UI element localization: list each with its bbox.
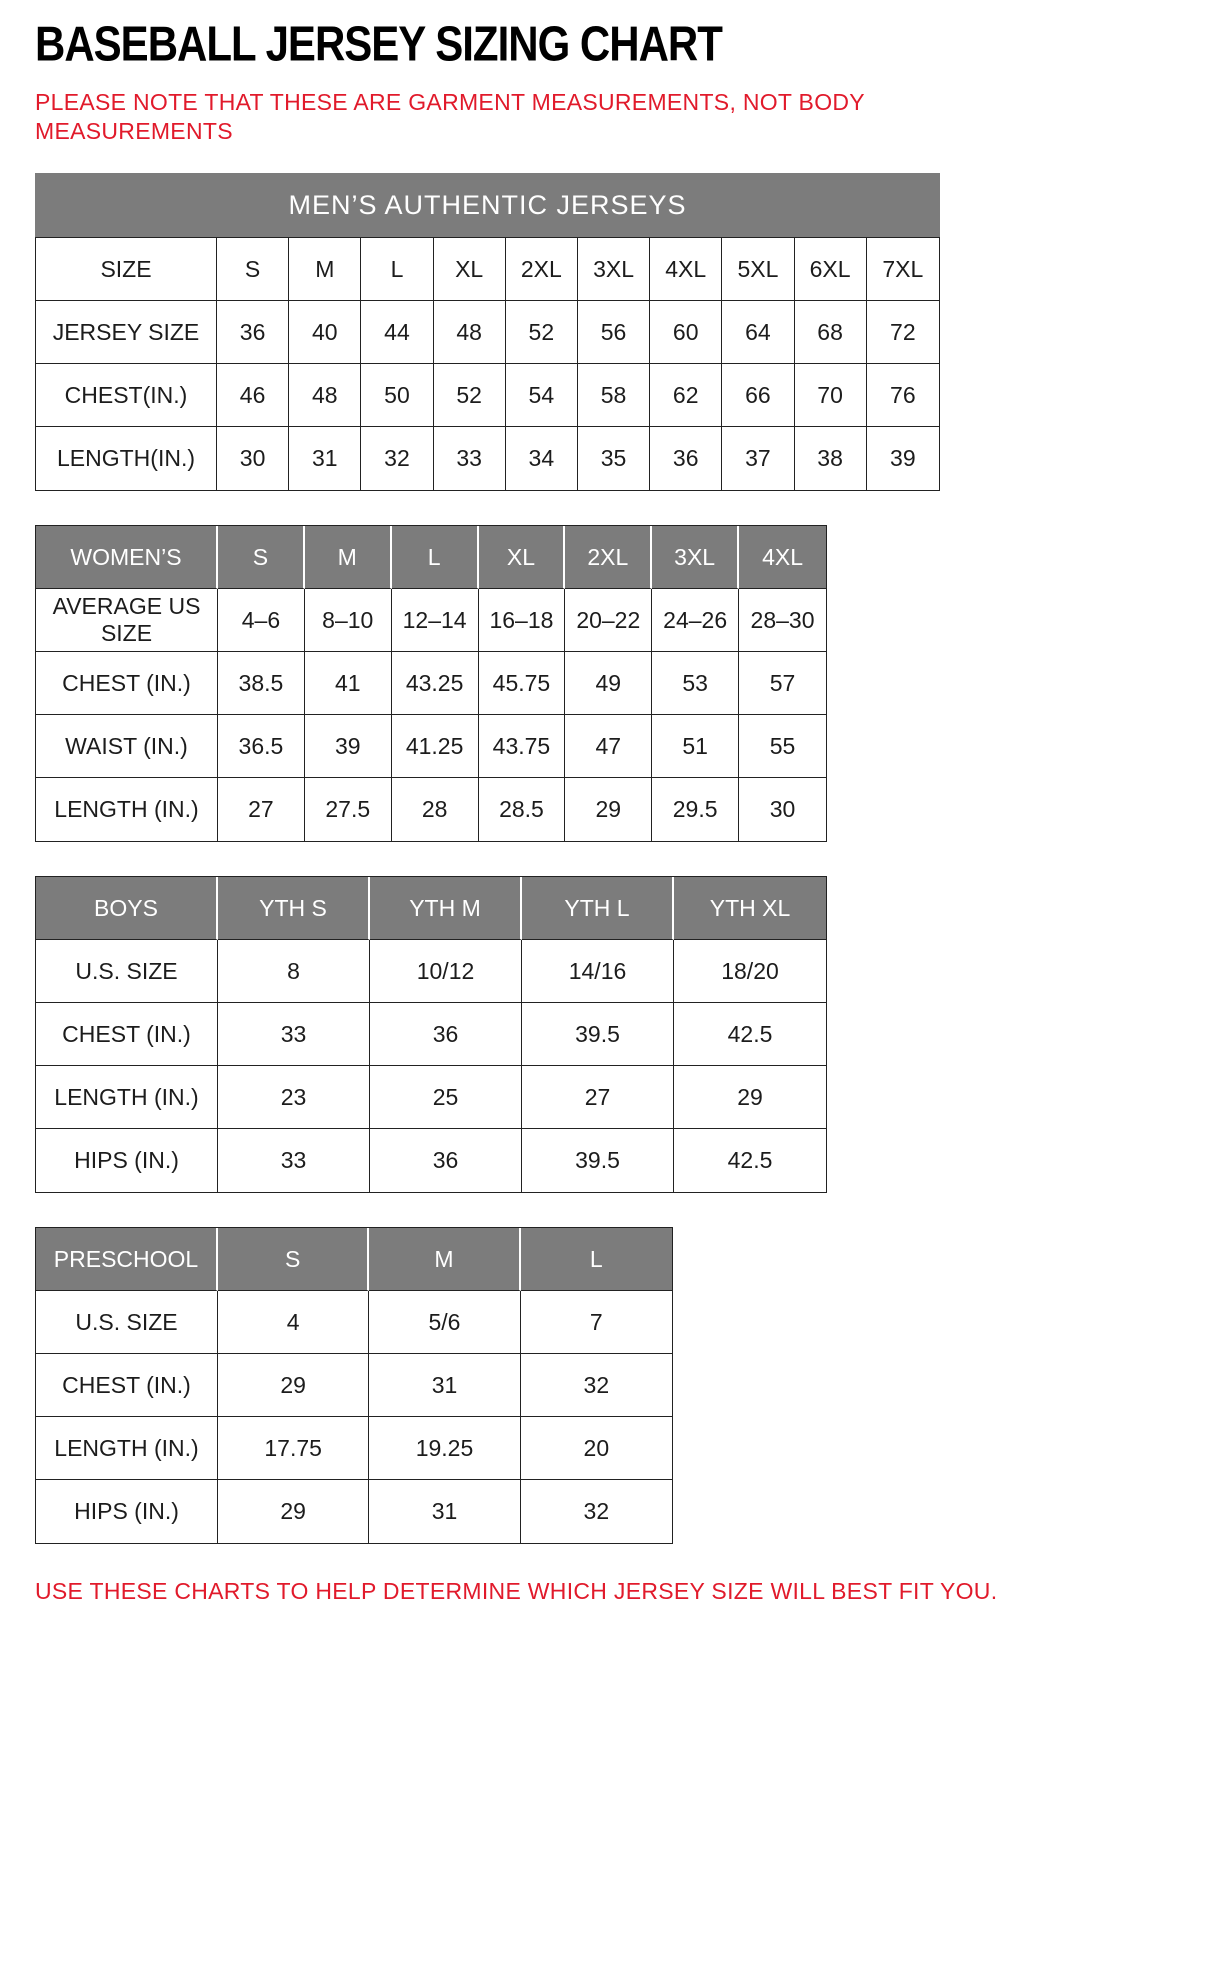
row-label-cell: CHEST (IN.): [36, 1003, 218, 1066]
table-row: [36, 1129, 826, 1192]
value-cell: M: [289, 238, 361, 301]
value-cell: YTH L: [522, 877, 674, 940]
value-cell: 12–14: [392, 589, 479, 652]
table-row: [36, 778, 826, 841]
value-cell: 28: [392, 778, 479, 841]
value-cell: L: [521, 1228, 672, 1291]
table-row: [36, 652, 826, 715]
table-row: [36, 301, 939, 364]
footer-fit-note: USE THESE CHARTS TO HELP DETERMINE WHICH JERSEY SIZE WILL BEST FIT YOU.: [35, 1577, 998, 1604]
value-cell: 8: [218, 940, 370, 1003]
row-label-cell: CHEST(IN.): [36, 364, 217, 427]
value-cell: 31: [369, 1354, 520, 1417]
row-label-cell: LENGTH (IN.): [36, 1417, 218, 1480]
value-cell: 52: [506, 301, 578, 364]
value-cell: 31: [289, 427, 361, 490]
value-cell: 14/16: [522, 940, 674, 1003]
value-cell: 41: [305, 652, 392, 715]
value-cell: 53: [652, 652, 739, 715]
boys-sizing-table: [35, 876, 827, 1193]
value-cell: XL: [479, 526, 566, 589]
value-cell: 3XL: [578, 238, 650, 301]
womens-sizing-table: [35, 525, 827, 842]
value-cell: 33: [218, 1129, 370, 1192]
table-row: [36, 238, 939, 301]
value-cell: 2XL: [506, 238, 578, 301]
value-cell: 46: [217, 364, 289, 427]
table-header-row: [36, 877, 826, 940]
value-cell: 32: [583, 1498, 610, 1525]
value-cell: 3XL: [652, 526, 739, 589]
value-cell: S: [218, 1228, 369, 1291]
value-cell: 57: [739, 652, 826, 715]
value-cell: 37: [722, 427, 794, 490]
value-cell: YTH XL: [674, 877, 826, 940]
value-cell: 5XL: [722, 238, 794, 301]
value-cell: YTH S: [218, 877, 370, 940]
value-cell: 27: [522, 1066, 674, 1129]
value-cell: 28–30: [739, 589, 826, 652]
value-cell: 23: [218, 1066, 370, 1129]
value-cell: 42.5: [727, 1147, 773, 1174]
value-cell: 29: [218, 1480, 369, 1543]
mens-sizing-table: [35, 237, 940, 491]
value-cell: L: [361, 238, 433, 301]
value-cell: 29: [218, 1354, 369, 1417]
value-cell: 39.5: [522, 1003, 674, 1066]
table-row: [36, 1291, 672, 1354]
value-cell: 45.75: [479, 652, 566, 715]
value-cell: 27: [218, 778, 305, 841]
table-row: [36, 1066, 826, 1129]
value-cell: 55: [739, 715, 826, 778]
value-cell: 5/6: [369, 1291, 520, 1354]
value-cell: 2XL: [565, 526, 652, 589]
value-cell: 40: [289, 301, 361, 364]
value-cell: 38.5: [218, 652, 305, 715]
row-label-cell: HIPS (IN.): [36, 1480, 218, 1543]
value-cell: 27.5: [305, 778, 392, 841]
value-cell: 31: [369, 1480, 520, 1543]
value-cell: 19.25: [369, 1417, 520, 1480]
value-cell: 49: [565, 652, 652, 715]
value-cell: 20–22: [565, 589, 652, 652]
row-label-cell: LENGTH (IN.): [36, 1066, 218, 1129]
row-label-cell: WAIST (IN.): [36, 715, 218, 778]
row-label-cell: U.S. SIZE: [36, 1291, 218, 1354]
value-cell: 39.5: [522, 1129, 674, 1192]
value-cell: 48: [434, 301, 506, 364]
table-row: [36, 940, 826, 1003]
value-cell: 4–6: [218, 589, 305, 652]
value-cell: 28.5: [479, 778, 566, 841]
row-label-cell: PRESCHOOL: [36, 1228, 218, 1291]
row-label-cell: SIZE: [36, 238, 217, 301]
value-cell: 60: [650, 301, 722, 364]
value-cell: 44: [361, 301, 433, 364]
row-label-cell: CHEST (IN.): [36, 1354, 218, 1417]
table-row: [36, 364, 939, 427]
value-cell: 36: [217, 301, 289, 364]
value-cell: 6XL: [795, 238, 867, 301]
value-cell: 18/20: [674, 940, 826, 1003]
value-cell: S: [217, 238, 289, 301]
value-cell: 36: [650, 427, 722, 490]
table-header-row: [36, 526, 826, 589]
value-cell: 33: [218, 1003, 370, 1066]
table-row: [36, 589, 826, 652]
value-cell: 24–26: [652, 589, 739, 652]
row-label-cell: LENGTH (IN.): [36, 778, 218, 841]
value-cell: 30: [217, 427, 289, 490]
value-cell: M: [369, 1228, 520, 1291]
row-label-cell: JERSEY SIZE: [36, 301, 217, 364]
preschool-sizing-table: [35, 1227, 673, 1544]
value-cell: 17.75: [218, 1417, 369, 1480]
table-row: [36, 427, 939, 490]
value-cell: 43.25: [392, 652, 479, 715]
table-row: [36, 1480, 672, 1543]
value-cell: 58: [578, 364, 650, 427]
value-cell: 56: [578, 301, 650, 364]
value-cell: 7XL: [867, 238, 939, 301]
value-cell: L: [392, 526, 479, 589]
value-cell: 54: [506, 364, 578, 427]
value-cell: 29: [565, 778, 652, 841]
row-label-cell: U.S. SIZE: [36, 940, 218, 1003]
table-header-row: [36, 1228, 672, 1291]
value-cell: 32: [521, 1354, 672, 1417]
value-cell: 47: [565, 715, 652, 778]
value-cell: 4XL: [739, 526, 826, 589]
value-cell: 66: [722, 364, 794, 427]
value-cell: 29: [674, 1066, 826, 1129]
value-cell: 39: [890, 445, 916, 472]
value-cell: 76: [867, 364, 939, 427]
value-cell: 36: [370, 1129, 522, 1192]
value-cell: 64: [722, 301, 794, 364]
value-cell: 62: [650, 364, 722, 427]
value-cell: 8–10: [305, 589, 392, 652]
mens-table-banner: MEN’S AUTHENTIC JERSEYS: [35, 173, 940, 237]
row-label-cell: CHEST (IN.): [36, 652, 218, 715]
value-cell: 68: [795, 301, 867, 364]
mens-table-section: [35, 173, 1190, 491]
table-row: [36, 1003, 826, 1066]
value-cell: 25: [370, 1066, 522, 1129]
value-cell: 48: [289, 364, 361, 427]
table-row: [36, 1417, 672, 1480]
value-cell: 4XL: [650, 238, 722, 301]
value-cell: 36: [370, 1003, 522, 1066]
row-label-cell: BOYS: [36, 877, 218, 940]
value-cell: M: [305, 526, 392, 589]
value-cell: 33: [434, 427, 506, 490]
value-cell: 29.5: [652, 778, 739, 841]
value-cell: S: [218, 526, 305, 589]
value-cell: 41.25: [392, 715, 479, 778]
value-cell: 7: [521, 1291, 672, 1354]
value-cell: 38: [795, 427, 867, 490]
value-cell: 70: [795, 364, 867, 427]
value-cell: 32: [361, 427, 433, 490]
value-cell: 50: [361, 364, 433, 427]
row-label-cell: AVERAGE US SIZE: [36, 589, 218, 652]
garment-measurement-note: PLEASE NOTE THAT THESE ARE GARMENT MEASUREMENTS, NOT BODY MEASUREMENTS: [35, 89, 865, 145]
value-cell: 36.5: [218, 715, 305, 778]
value-cell: 72: [867, 301, 939, 364]
value-cell: 42.5: [674, 1003, 826, 1066]
table-row: [36, 1354, 672, 1417]
value-cell: 51: [652, 715, 739, 778]
value-cell: 39: [305, 715, 392, 778]
value-cell: 20: [521, 1417, 672, 1480]
value-cell: 16–18: [479, 589, 566, 652]
value-cell: XL: [434, 238, 506, 301]
value-cell: 10/12: [370, 940, 522, 1003]
value-cell: 35: [578, 427, 650, 490]
row-label-cell: HIPS (IN.): [36, 1129, 218, 1192]
value-cell: YTH M: [370, 877, 522, 940]
value-cell: 43.75: [479, 715, 566, 778]
row-label-cell: WOMEN’S: [36, 526, 218, 589]
value-cell: 30: [769, 796, 796, 823]
row-label-cell: LENGTH(IN.): [36, 427, 217, 490]
page-title: BASEBALL JERSEY SIZING CHART: [35, 15, 722, 72]
value-cell: 4: [218, 1291, 369, 1354]
table-row: [36, 715, 826, 778]
value-cell: 34: [506, 427, 578, 490]
value-cell: 52: [434, 364, 506, 427]
